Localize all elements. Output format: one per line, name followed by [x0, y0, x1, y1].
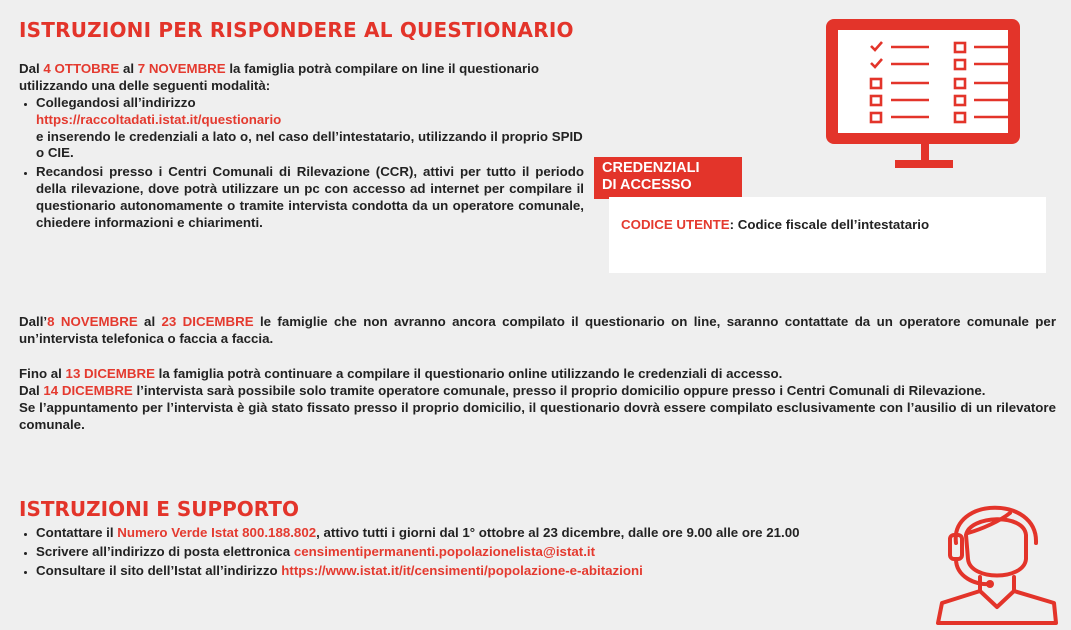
support-title: ISTRUZIONI E SUPPORTO: [19, 497, 299, 521]
list-item: • Consultare il sito dell’Istat all’indirizzo https://www.istat.it/it/censimenti/popolazione-e-abitazioni: [36, 563, 1071, 580]
deadline-paragraph: Fino al 13 DICEMBRE la famiglia potrà continuare a compilare il questionario online utilizzando le credenziali di accesso. Dal 14 DICEMBRE l’intervista sarà possibile solo tramite operatore comunale, presso il proprio domicilio oppure presso i Centri Comunali di Rilevazione. Se l’appuntamento per l’intervista è già stato fissato presso il proprio domicilio, il questionario dovrà essere compilato esclusivamente con l’ausilio di un rilevatore comunale.: [19, 366, 1056, 432]
date-start: 4 OTTOBRE: [43, 61, 120, 76]
intro-text: Dal 4 OTTOBRE al 7 NOVEMBRE la famiglia potrà compilare on line il questionario utilizzando una delle seguenti modalità:: [19, 61, 539, 93]
questionnaire-link[interactable]: https://raccoltadati.istat.it/questionario: [36, 111, 282, 127]
istat-website-link[interactable]: https://www.istat.it/it/censimenti/popolazione-e-abitazioni: [281, 562, 643, 578]
toll-free-number[interactable]: Numero Verde Istat 800.188.802: [117, 525, 317, 540]
list-item: • Recandosi presso i Centri Comunali di Rilevazione (CCR), attivi per tutto il periodo della rilevazione, dove potrà utilizzare un pc con accesso ad internet per compilare il questionario autonomamente o tramite intervista condotta da un operatore comunale, chiedere informazioni e chiarimenti.: [36, 164, 584, 231]
page-title: ISTRUZIONI PER RISPONDERE AL QUESTIONARIO: [19, 18, 574, 42]
list-item: • Collegandosi all’indirizzo https://raccoltadati.istat.it/questionario e inserendo le credenziali a lato o, nel caso dell’intestatario, utilizzando il proprio SPID o CIE.: [36, 95, 584, 162]
credentials-label: CREDENZIALI DI ACCESSO: [594, 157, 742, 199]
support-email-link[interactable]: censimentipermanenti.popolazionelista@istat.it: [293, 543, 596, 559]
phone-interview-paragraph: Dall’8 NOVEMBRE al 23 DICEMBRE le famiglie che non avranno ancora compilato il questionario on line, saranno contattate da un operatore comunale per un’intervista telefonica o faccia a faccia.: [19, 314, 1056, 346]
modes-list: [14, 95, 584, 233]
headset-operator-icon: [930, 485, 1065, 630]
support-list: [14, 525, 1071, 581]
credentials-box: CODICE UTENTE: Codice fiscale dell’intestatario: [609, 197, 1046, 273]
list-item: • Scrivere all’indirizzo di posta elettronica censimentipermanenti.popolazionelista@istat.it: [36, 544, 1071, 561]
list-item: • Contattare il Numero Verde Istat 800.188.802, attivo tutti i giorni dal 1° ottobre al 23 dicembre, dalle ore 9.00 alle ore 21.00: [36, 525, 1071, 542]
credential-field-name: CODICE UTENTE: [621, 217, 730, 232]
checklist-monitor-icon: [823, 16, 1033, 191]
date-end: 7 NOVEMBRE: [137, 61, 226, 76]
